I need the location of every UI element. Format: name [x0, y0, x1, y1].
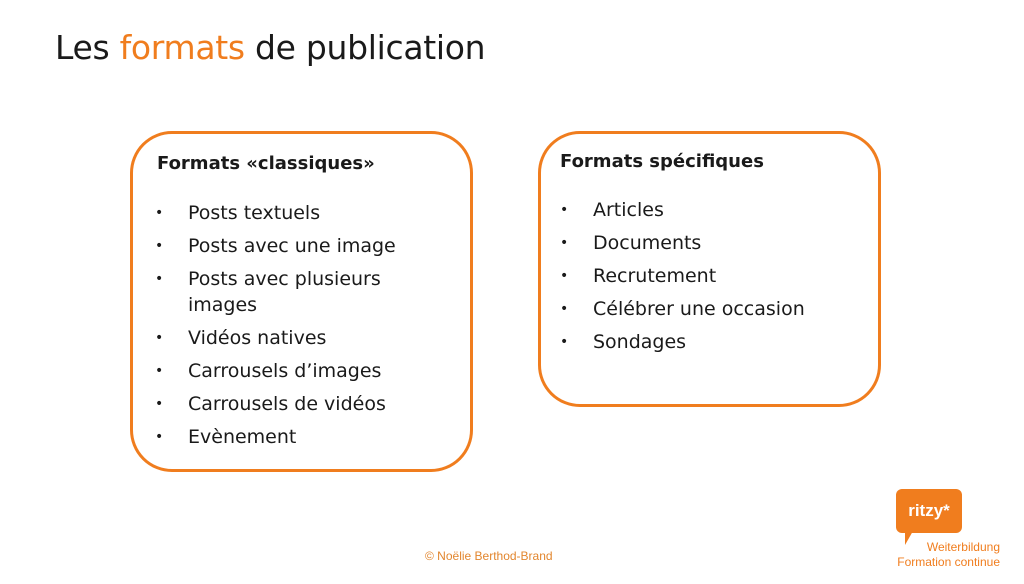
logo-subtitle-line1: Weiterbildung: [926, 540, 1000, 554]
logo-subtitle: [897, 540, 1000, 570]
list-item: [155, 424, 455, 450]
list-item: [155, 358, 455, 384]
bullet-icon: •: [560, 334, 569, 350]
bullet-icon: •: [155, 238, 164, 254]
specific-formats-box: [538, 131, 881, 407]
bullet-icon: •: [560, 235, 569, 251]
list-item: [560, 230, 860, 256]
bullet-icon: •: [560, 301, 569, 317]
specific-formats-heading: Formats spécifiques: [560, 151, 764, 172]
classic-formats-list: [155, 200, 455, 457]
specific-formats-list: [560, 197, 860, 362]
list-item-label: Vidéos natives: [188, 327, 327, 349]
list-item: [560, 296, 860, 322]
classic-formats-box: [130, 131, 473, 472]
ritzy-logo: ritzy*: [896, 489, 962, 533]
title-prefix: Les: [55, 28, 120, 67]
title-accent-word: formats: [119, 28, 245, 67]
list-item-label: Sondages: [593, 331, 687, 353]
list-item-label: Evènement: [188, 426, 297, 448]
list-item-label: Recrutement: [593, 265, 717, 287]
bullet-icon: •: [155, 429, 164, 445]
list-item: [560, 197, 860, 223]
list-item-label: Articles: [593, 199, 664, 221]
bullet-icon: •: [155, 205, 164, 221]
bullet-icon: •: [155, 271, 164, 287]
list-item: [155, 391, 455, 417]
list-item-label: Célébrer une occasion: [593, 298, 805, 320]
slide-title: [55, 28, 485, 67]
list-item: [155, 233, 455, 259]
list-item: [560, 263, 860, 289]
list-item-label: Posts avec plusieurs images: [188, 268, 381, 316]
bullet-icon: •: [560, 202, 569, 218]
list-item-label: Documents: [593, 232, 702, 254]
list-item-label: Posts avec une image: [188, 235, 396, 257]
bullet-icon: •: [155, 396, 164, 412]
title-suffix: de publication: [244, 28, 486, 67]
list-item: [155, 325, 455, 351]
classic-formats-heading: Formats «classiques»: [157, 153, 375, 174]
list-item-label: Carrousels de vidéos: [188, 393, 386, 415]
list-item: [560, 329, 860, 355]
list-item-label: Posts textuels: [188, 202, 321, 224]
list-item: [155, 200, 455, 226]
bullet-icon: •: [560, 268, 569, 284]
bullet-icon: •: [155, 330, 164, 346]
list-item: [155, 266, 455, 318]
logo-subtitle-line2: Formation continue: [897, 555, 1000, 569]
bullet-icon: •: [155, 363, 164, 379]
copyright-footer: © Noëlie Berthod-Brand: [425, 549, 553, 563]
list-item-label: Carrousels d’images: [188, 360, 382, 382]
